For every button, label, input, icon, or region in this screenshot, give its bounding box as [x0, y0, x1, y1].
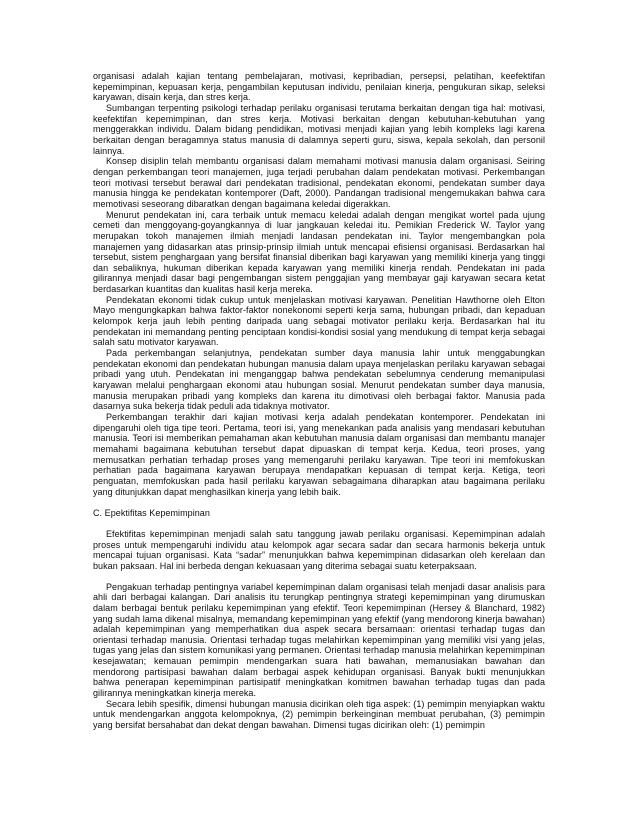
paragraph-leadership-recognition: Pengakuan terhadap pentingnya variabel kepemimpinan dalam organisasi telah menjadi dasar analisis para ahli dari berbagai kalangan. Dari analisis itu terungkap pentingnya strategi kepemimpinan yang dirumuskan dalam berbagai bentuk perilaku kepemimpinan yang efektif. Teori kepemimpinan (Hersey & Blanchard, 1982) yang sudah lama dikenal misalnya, memandang kepemimpinan yang efektif (yang mendorong kinerja bawahan) adalah kepemimpinan yang memperhatikan dua aspek secara bersamaan: orientasi terhadap tugas dan orientasi terhadap manusia. Orientasi terhadap tugas melahirkan kepemimpinan yang memiliki visi yang jelas, tugas yang jelas dan sistem komunikasi yang permanen. Orientasi terhadap manusia melahirkan kepemimpinan kesejawatan; kemauan pemimpin mendengarkan suara hati bawahan, memanusiakan bawahan dan mendorong partisipasi bawahan dalam berbagai aspek kehidupan organisasi. Banyak bukti menunjukkan bahwa penerapan kepemimpinan partisipatif meningkatkan komitmen bawahan terhadap tugas dan pada gilirannya meningkatkan kinerja mereka.: [93, 581, 545, 699]
paragraph-psychology-contribution: Sumbangan terpenting psikologi terhadap perilaku organisasi terutama berkaitan dengan tiga hal: motivasi, keefektifan kepemimpinan, dan stres kerja. Motivasi berkaitan dengan kebutuhan-kebutuhan yang menggerakkan individu. Dalam bidang pendidikan, motivasi menjadi kajian yang lebih kompleks lagi karena berkaitan dengan beragamnya status manusia di dalamnya seperti guru, siswa, kepala sekolah, dan personil lainnya.: [93, 102, 545, 156]
section-heading: C. Epektifitas Kepemimpinan: [93, 508, 210, 519]
paragraph-traditional-approach: Menurut pendekatan ini, cara terbaik untuk memacu keledai adalah dengan mengikat wortel pada ujung cemeti dan menggoyang-goyangkannya di luar jangkauan keledai itu. Pemikian Frederick W. Taylor yang merupakan tokoh manajemen ilmiah menjadi landasan pendekatan ini. Taylor mengembangkan pola manajemen yang didasarkan atas prinsip-prinsip ilmiah untuk mencapai efisiensi organisasi. Berdasarkan hal tersebut, sistem penghargaan yang bersifat finansial diberikan bagi karyawan yang memiliki kinerja yang tinggi dan sebaliknya, hukuman diberikan kepada karyawan yang memiliki kinerja rendah. Pendekatan ini pada gilirannya menjadi dasar bagi pengembangan sistem penggajian yang membayar gaji karyawan secara ketat berdasarkan kuantitas dan kualitas hasil kerja mereka.: [93, 209, 545, 295]
paragraph-contemporary-approach: Perkembangan terakhir dari kajian motivasi kerja adalah pendekatan kontemporer. Pendekatan ini dipengaruhi oleh tiga tipe teori. Pertama, teori isi, yang menekankan pada analisis yang mendasari kebutuhan manusia. Teori isi memberikan pemahaman akan kebutuhan manusia dalam organisasi dan membantu manajer memahami bagaimana kebutuhan tersebut dapat dipuaskan di tempat kerja. Kedua, teori proses, yang memusatkan perhatian terhadap proses yang memengaruhi perilaku karyawan. Tipe teori ini memfokuskan perhatian pada bagaimana karyawan berupaya mendapatkan kepuasan di tempat kerja. Ketiga, teori penguatan, memfokuskan pada hasil perilaku karyawan sebagaimana diharapkan atau bagaimana perilaku yang ditunjukkan dapat menghasilkan kinerja yang lebih baik.: [93, 412, 545, 497]
paragraph-discipline-concept: Konsep disiplin telah membantu organisasi dalam memahami motivasi manusia dalam organisasi. Seiring dengan perkembangan teori manajemen, juga terjadi perubahan dalam pendekatan motivasi. Perkembangan teori motivasi tersebut berawal dari pendekatan tradisional, pendekatan ekonomi, pendekatan sumber daya manusia hingga ke pendekatan kontemporer (Daft, 2000). Pandangan tradisional mengemukakan bahwa cara memotivasi seseorang dibaratkan dengan bagaimana keledai digerakkan.: [93, 156, 545, 209]
document-body: [93, 71, 545, 731]
paragraph-economic-approach: Pendekatan ekonomi tidak cukup untuk menjelaskan motivasi karyawan. Penelitian Hawthorne oleh Elton Mayo mengungkapkan bahwa faktor-faktor nonekonomi seperti kerja sama, hubungan pribadi, dan kepaduan kelompok kerja jauh lebih penting daripada uang sebagai motivator perilaku kerja. Berdasarkan hal itu pendekatan ini memandang penting penciptaan kondisi-kondisi sosial yang mendukung di tempat kerja sebagai salah satu motivator karyawan.: [93, 294, 545, 348]
paragraph-continuation: organisasi adalah kajian tentang pembelajaran, motivasi, kepribadian, persepsi, pelatihan, keefektifan kepemimpinan, kepuasan kerja, pengambilan keputusan individu, penilaian kinerja, pengukuran sikap, seleksi karyawan, disain kerja, dan stres kerja.: [93, 71, 545, 103]
paragraph-human-relations-dimension: Secara lebih spesifik, dimensi hubungan manusia dicirikan oleh tiga aspek: (1) pemimpin menyiapkan waktu untuk mendengarkan anggota kelompoknya, (2) pemimpin berkeinginan membuat perubahan, (3) pemimpin yang bersifat bersahabat dan dekat dengan bawahan. Dimensi tugas dicirikan oleh: (1) pemimpin: [93, 698, 545, 731]
paragraph-human-resources-approach: Pada perkembangan selanjutnya, pendekatan sumber daya manusia lahir untuk menggabungkan pendekatan ekonomi dan pendekatan hubungan manusia dalam upaya menjelaskan perilaku karyawan sebagai pribadi yang utuh. Pendekatan ini menganggap bahwa pendekatan sebelumnya cenderung memanipulasi karyawan melalui penghargaan ekonomi atau hubungan sosial. Menurut pendekatan sumber daya manusia, manusia merupakan pribadi yang kompleks dan karena itu dimotivasi oleh berbagai faktor. Manusia pada dasarnya suka bekerja tidak peduli ada tidaknya motivator.: [93, 348, 545, 412]
paragraph-leadership-effectiveness: Efektifitas kepemimpinan menjadi salah satu tanggung jawab perilaku organisasi. Kepemimpinan adalah proses untuk mempengaruhi individu atau kelompok agar secara sadar dan secara harmonis bekerja untuk mencapai tujuan organisasi. Kata “sadar” menunjukkan bahwa kepemimpinan didasarkan oleh kerelaan dan bukan paksaan. Hal ini berbeda dengan kekuasaan yang diterima sebagai suatu keterpaksaan.: [93, 528, 545, 571]
